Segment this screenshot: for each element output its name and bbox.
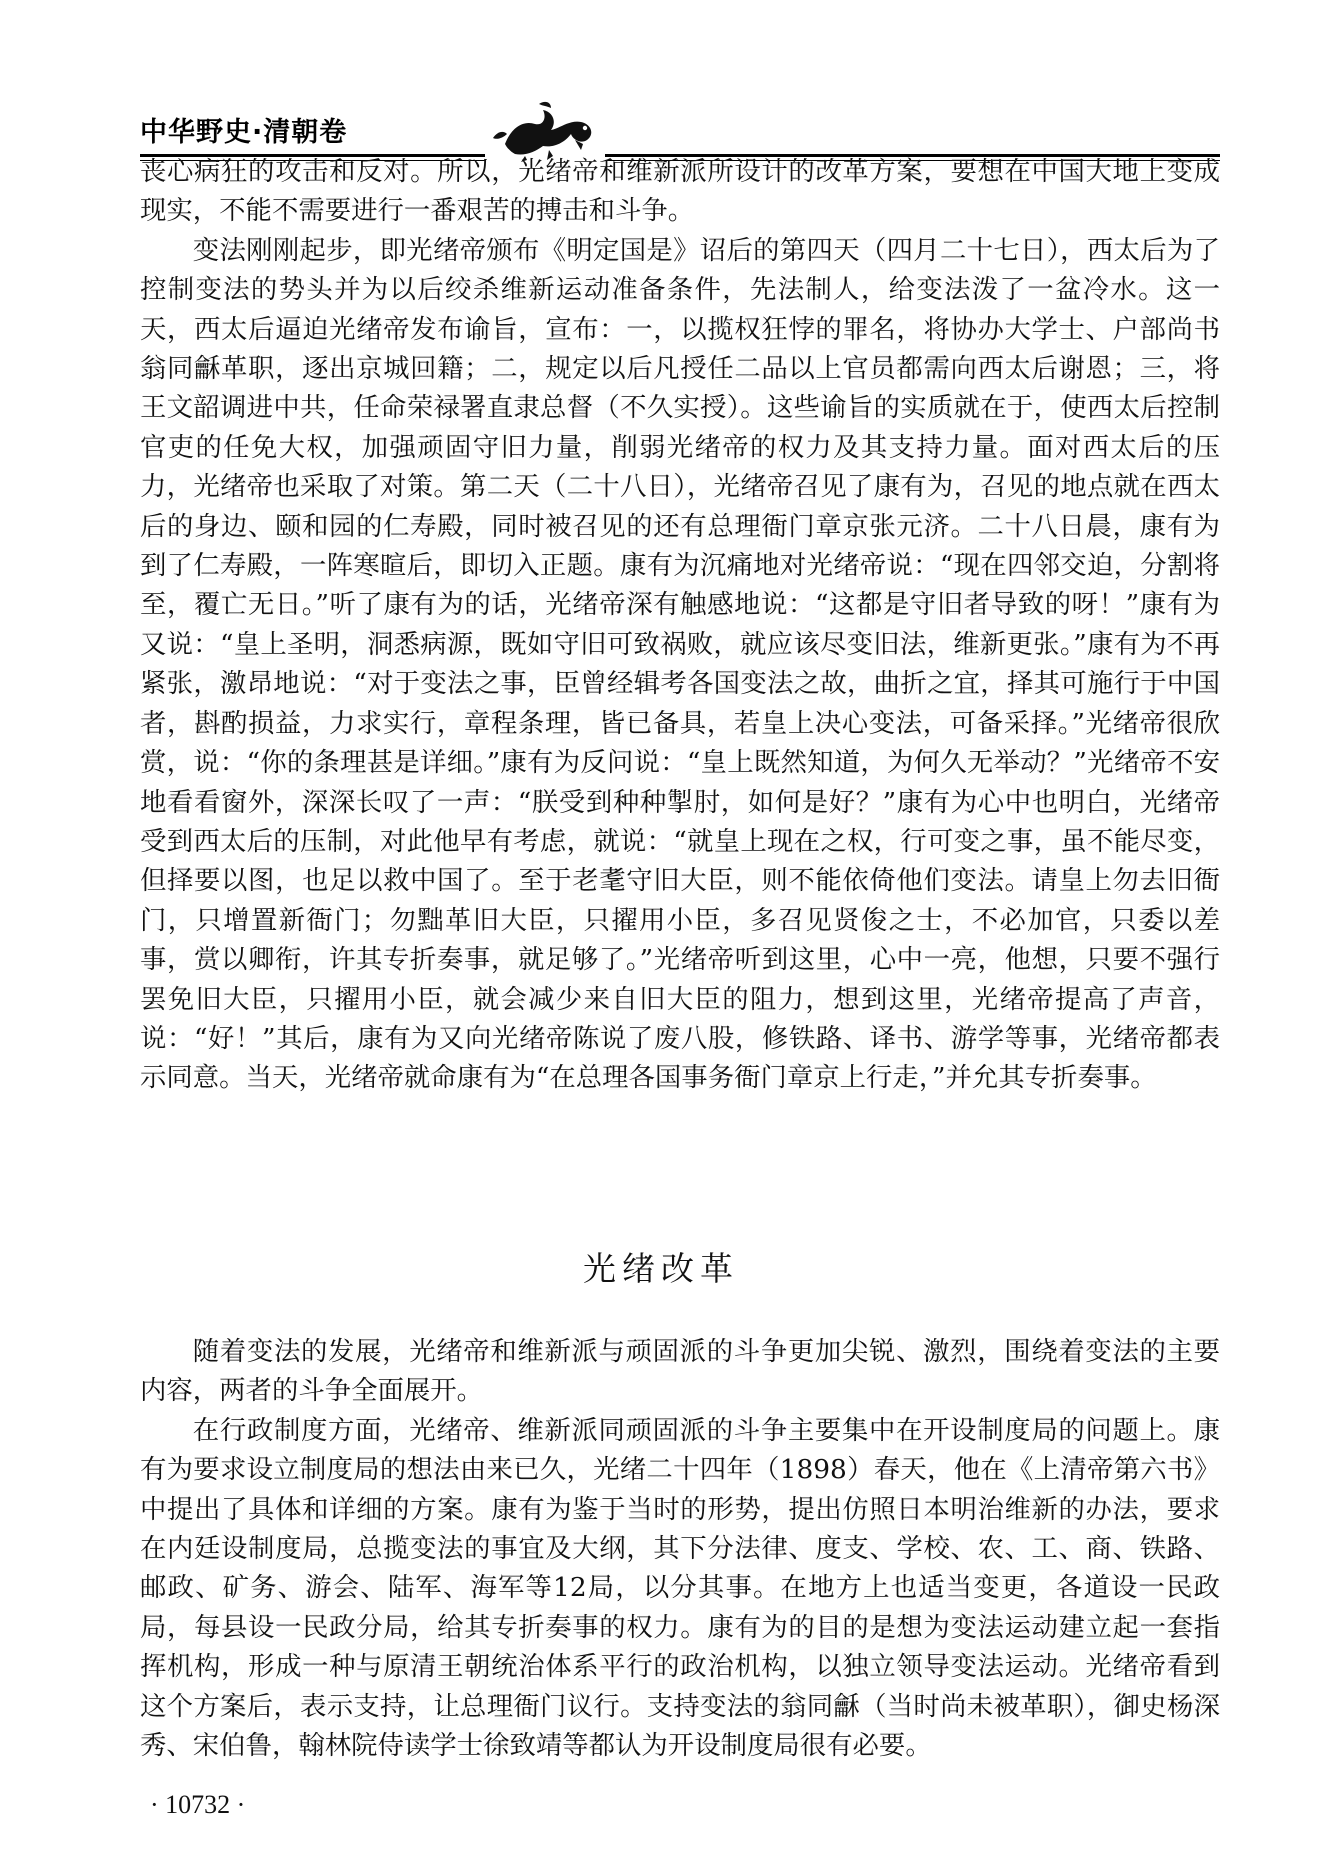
paragraph: 在行政制度方面，光绪帝、维新派同顽固派的斗争主要集中在开设制度局的问题上。康有为要求设立制度局的想法由来已久，光绪二十四年（1898）春天，他在《上清帝第六书》中提出了具体和详细的方案。康有为鉴于当时的形势，提出仿照日本明治维新的办法，要求在内廷设制度局，总揽变法的事宜及大纲，其下分法律、度支、学校、农、工、商、铁路、邮政、矿务、游会、陆军、海军等12局，以分其事。在地方上也适当变更，各道设一民政局，每县设一民政分局，给其专折奏事的权力。康有为的目的是想为变法运动建立起一套指挥机构，形成一种与原清王朝统治体系平行的政治机构，以独立领导变法运动。光绪帝看到这个方案后，表示支持，让总理衙门议行。支持变法的翁同龢（当时尚未被革职），御史杨深秀、宋伯鲁，翰林院侍读学士徐致靖等都认为开设制度局很有必要。	[140, 1414, 1220, 1762]
page-number: · 10732 ·	[150, 1790, 246, 1819]
body-text-top	[140, 152, 1220, 1098]
paragraph: 变法刚刚起步，即光绪帝颁布《明定国是》诏后的第四天（四月二十七日），西太后为了控制变法的势头并为以后绞杀维新运动准备条件，先法制人，给变法泼了一盆冷水。这一天，西太后逼迫光绪帝发布谕旨，宣布：一，以揽权狂悖的罪名，将协办大学士、户部尚书翁同龢革职，逐出京城回籍；二，规定以后凡授任二品以上官员都需向西太后谢恩；三，将王文韶调进中共，任命荣禄署直隶总督（不久实授）。这些谕旨的实质就在于，使西太后控制官吏的任免大权，加强顽固守旧力量，削弱光绪帝的权力及其支持力量。面对西太后的压力，光绪帝也采取了对策。第二天（二十八日），光绪帝召见了康有为，召见的地点就在西太后的身边、颐和园的仁寿殿，同时被召见的还有总理衙门章京张元济。二十八日晨，康有为到了仁寿殿，一阵寒暄后，即切入正题。康有为沉痛地对光绪帝说：“现在四邻交迫，分割将至，覆亡无日。”听了康有为的话，光绪帝深有触感地说：“这都是守旧者导致的呀！”康有为又说：“皇上圣明，洞悉病源，既如守旧可致祸败，就应该尽变旧法，维新更张。”康有为不再紧张，激昂地说：“对于变法之事，臣曾经辑考各国变法之故，曲折之宜，择其可施行于中国者，斟酌损益，力求实行，章程条理，皆已备具，若皇上决心变法，可备采择。”光绪帝很欣赏，说：“你的条理甚是详细。”康有为反问说：“皇上既然知道，为何久无举动？”光绪帝不安地看看窗外，深深长叹了一声：“朕受到种种掣肘，如何是好？”康有为心中也明白，光绪帝受到西太后的压制，对此他早有考虑，就说：“就皇上现在之权，行可变之事，虽不能尽变，但择要以图，也足以救中国了。至于老耄守旧大臣，则不能依倚他们变法。请皇上勿去旧衙门，只增置新衙门；勿黜革旧大臣，只擢用小臣，多召见贤俊之士，不必加官，只委以差事，赏以卿衔，许其专折奏事，就足够了。”光绪帝听到这里，心中一亮，他想，只要不强行罢免旧大臣，只擢用小臣，就会减少来自旧大臣的阻力，想到这里，光绪帝提高了声音，说：“好！”其后，康有为又向光绪帝陈说了废八股，修铁路、译书、游学等事，光绪帝都表示同意。当天，光绪帝就命康有为“在总理各国事务衙门章京上行走，”并允其专折奏事。	[140, 234, 1220, 1094]
body-text-bottom	[140, 1332, 1220, 1765]
section-title: 光绪改革	[583, 1249, 739, 1288]
paragraph: 丧心病狂的攻击和反对。所以，光绪帝和维新派所设计的改革方案，要想在中国大地上变成现实，不能不需要进行一番艰苦的搏击和斗争。	[140, 156, 1220, 227]
paragraph: 随着变法的发展，光绪帝和维新派与顽固派的斗争更加尖锐、激烈，围绕着变法的主要内容，两者的斗争全面展开。	[140, 1336, 1220, 1407]
book-title: 中华野史·清朝卷	[140, 117, 348, 148]
